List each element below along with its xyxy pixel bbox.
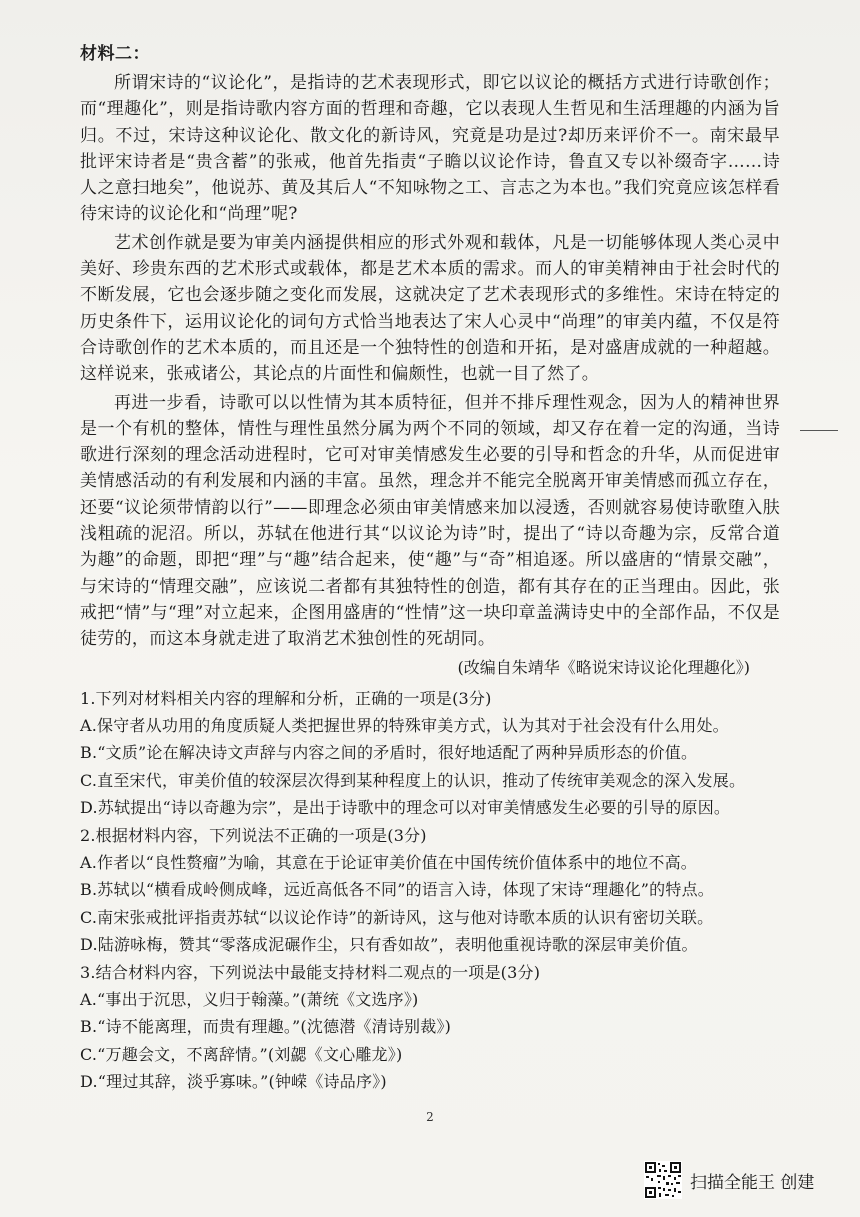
page-number: 2: [426, 1110, 434, 1124]
option-c: C.直至宋代，审美价值的较深层次得到某种程度上的认识，推动了传统审美观念的深入发展。: [80, 770, 746, 790]
question-stem: 3.结合材料内容，下列说法中最能支持材料二观点的一项是(3分): [80, 962, 541, 982]
option-a: A.作者以“良性赘瘤”为喻，其意在于论证审美价值在中国传统价值体系中的地位不高。: [80, 852, 698, 872]
section-title: 材料二：: [80, 44, 150, 64]
scanner-watermark: [644, 1160, 814, 1200]
paragraph-1: 所谓宋诗的“议论化”，是指诗的艺术表现形式，即它以议论的概括方式进行诗歌创作；而“理趣化”，则是指诗歌内容方面的哲理和奇趣，它以表现人生哲见和生活理趣的内涵为旨归。不过，宋诗这种议论化、散文化的新诗风，究竟是功是过?却历来评价不一。南宋最早批评宋诗者是“贵含蓄”的张戒，他首先指责“子瞻以议论作诗，鲁直又专以补缀奇字……诗人之意扫地矣”，他说苏、黄及其后人“不知咏物之工、言志之为本也。”我们究竟应该怎样看待宋诗的议论化和“尚理”呢?: [80, 73, 780, 225]
option-d: D.“理过其辞，淡乎寡味。”(钟嵘《诗品序》): [80, 1072, 387, 1092]
question-stem: 2.根据材料内容，下列说法不正确的一项是(3分): [80, 825, 427, 845]
option-a: A.保守者从功用的角度质疑人类把握世界的特殊审美方式，认为其对于社会没有什么用处。: [80, 715, 729, 735]
question-2: [80, 822, 780, 959]
option-b: B.“文质”论在解决诗文声辞与内容之间的矛盾时，很好地适配了两种异质形态的价值。: [80, 743, 698, 763]
option-c: C.“万趣会文，不离辞情。”(刘勰《文心雕龙》): [80, 1044, 403, 1064]
option-c: C.南宋张戒批评指责苏轼“以议论作诗”的新诗风，这与他对诗歌本质的认识有密切关联。: [80, 907, 714, 927]
watermark-text: 扫描全能王 创建: [690, 1172, 815, 1193]
paragraph-2: 艺术创作就是要为审美内涵提供相应的形式外观和载体，凡是一切能够体现人类心灵中美好、珍贵东西的艺术形式或载体，都是艺术本质的需求。而人的审美精神由于社会时代的不断发展，它也会逐步随之变化而发展，这就决定了艺术表现形式的多维性。宋诗在特定的历史条件下，运用议论化的词句方式恰当地表达了宋人心灵中“尚理”的审美内蕴，不仅是符合诗歌创作的艺术本质的，而且还是一个独特性的创造和开拓，是对盛唐成就的一种超越。这样说来，张戒诸公，其论点的片面性和偏颇性，也就一目了然了。: [80, 232, 780, 385]
option-d: D.苏轼提出“诗以奇趣为宗”，是出于诗歌中的理念可以对审美情感发生必要的引导的原因。: [80, 798, 731, 818]
option-b: B.“诗不能离理，而贵有理趣。”(沈德潜《清诗别裁》): [80, 1017, 452, 1037]
question-stem: 1.下列对材料相关内容的理解和分析，正确的一项是(3分): [80, 688, 492, 708]
question-3: [80, 959, 780, 1096]
option-d: D.陆游咏梅，赞其“零落成泥碾作尘，只有香如故”，表明他重视诗歌的深层审美价值。: [80, 935, 698, 955]
question-1: [80, 685, 780, 822]
scan-artifact-line: [800, 430, 838, 431]
option-a: A.“事出于沉思，义归于翰藻。”(萧统《文选序》): [80, 989, 419, 1009]
paragraph-3: 再进一步看，诗歌可以以性情为其本质特征，但并不排斥理性观念，因为人的精神世界是一个有机的整体，情性与理性虽然分属为两个不同的领域，却又存在着一定的沟通，当诗歌进行深刻的理念活动进程时，它可对审美情感发生必要的引导和哲念的升华，从而促进审美情感活动的有利发展和内涵的丰富。虽然，理念并不能完全脱离开审美情感而孤立存在，还要“议论须带情韵以行”——即理念必须由审美情感来加以浸透，否则就容易使诗歌堕入肤浅粗疏的泥沼。所以，苏轼在他进行其“以议论为诗”时，提出了“诗以奇趣为宗，反常合道为趣”的命题，即把“理”与“趣”结合起来，使“趣”与“奇”相追逐。所以盛唐的“情景交融”，与宋诗的“情理交融”，应该说二者都有其独特性的创造，都有其存在的正当理由。因此，张戒把“情”与“理”对立起来，企图用盛唐的“性情”这一块印章盖满诗史中的全部作品，不仅是徒劳的，而这本身就走进了取消艺术独创性的死胡同。: [80, 392, 780, 650]
source-citation: (改编自朱靖华《略说宋诗议论化理趣化》): [457, 657, 750, 677]
qr-code-icon: [644, 1161, 682, 1199]
document-body: [80, 40, 780, 1096]
option-b: B.苏轼以“横看成岭侧成峰，远近高低各不同”的语言入诗，体现了宋诗“理趣化”的特点。: [80, 880, 714, 900]
